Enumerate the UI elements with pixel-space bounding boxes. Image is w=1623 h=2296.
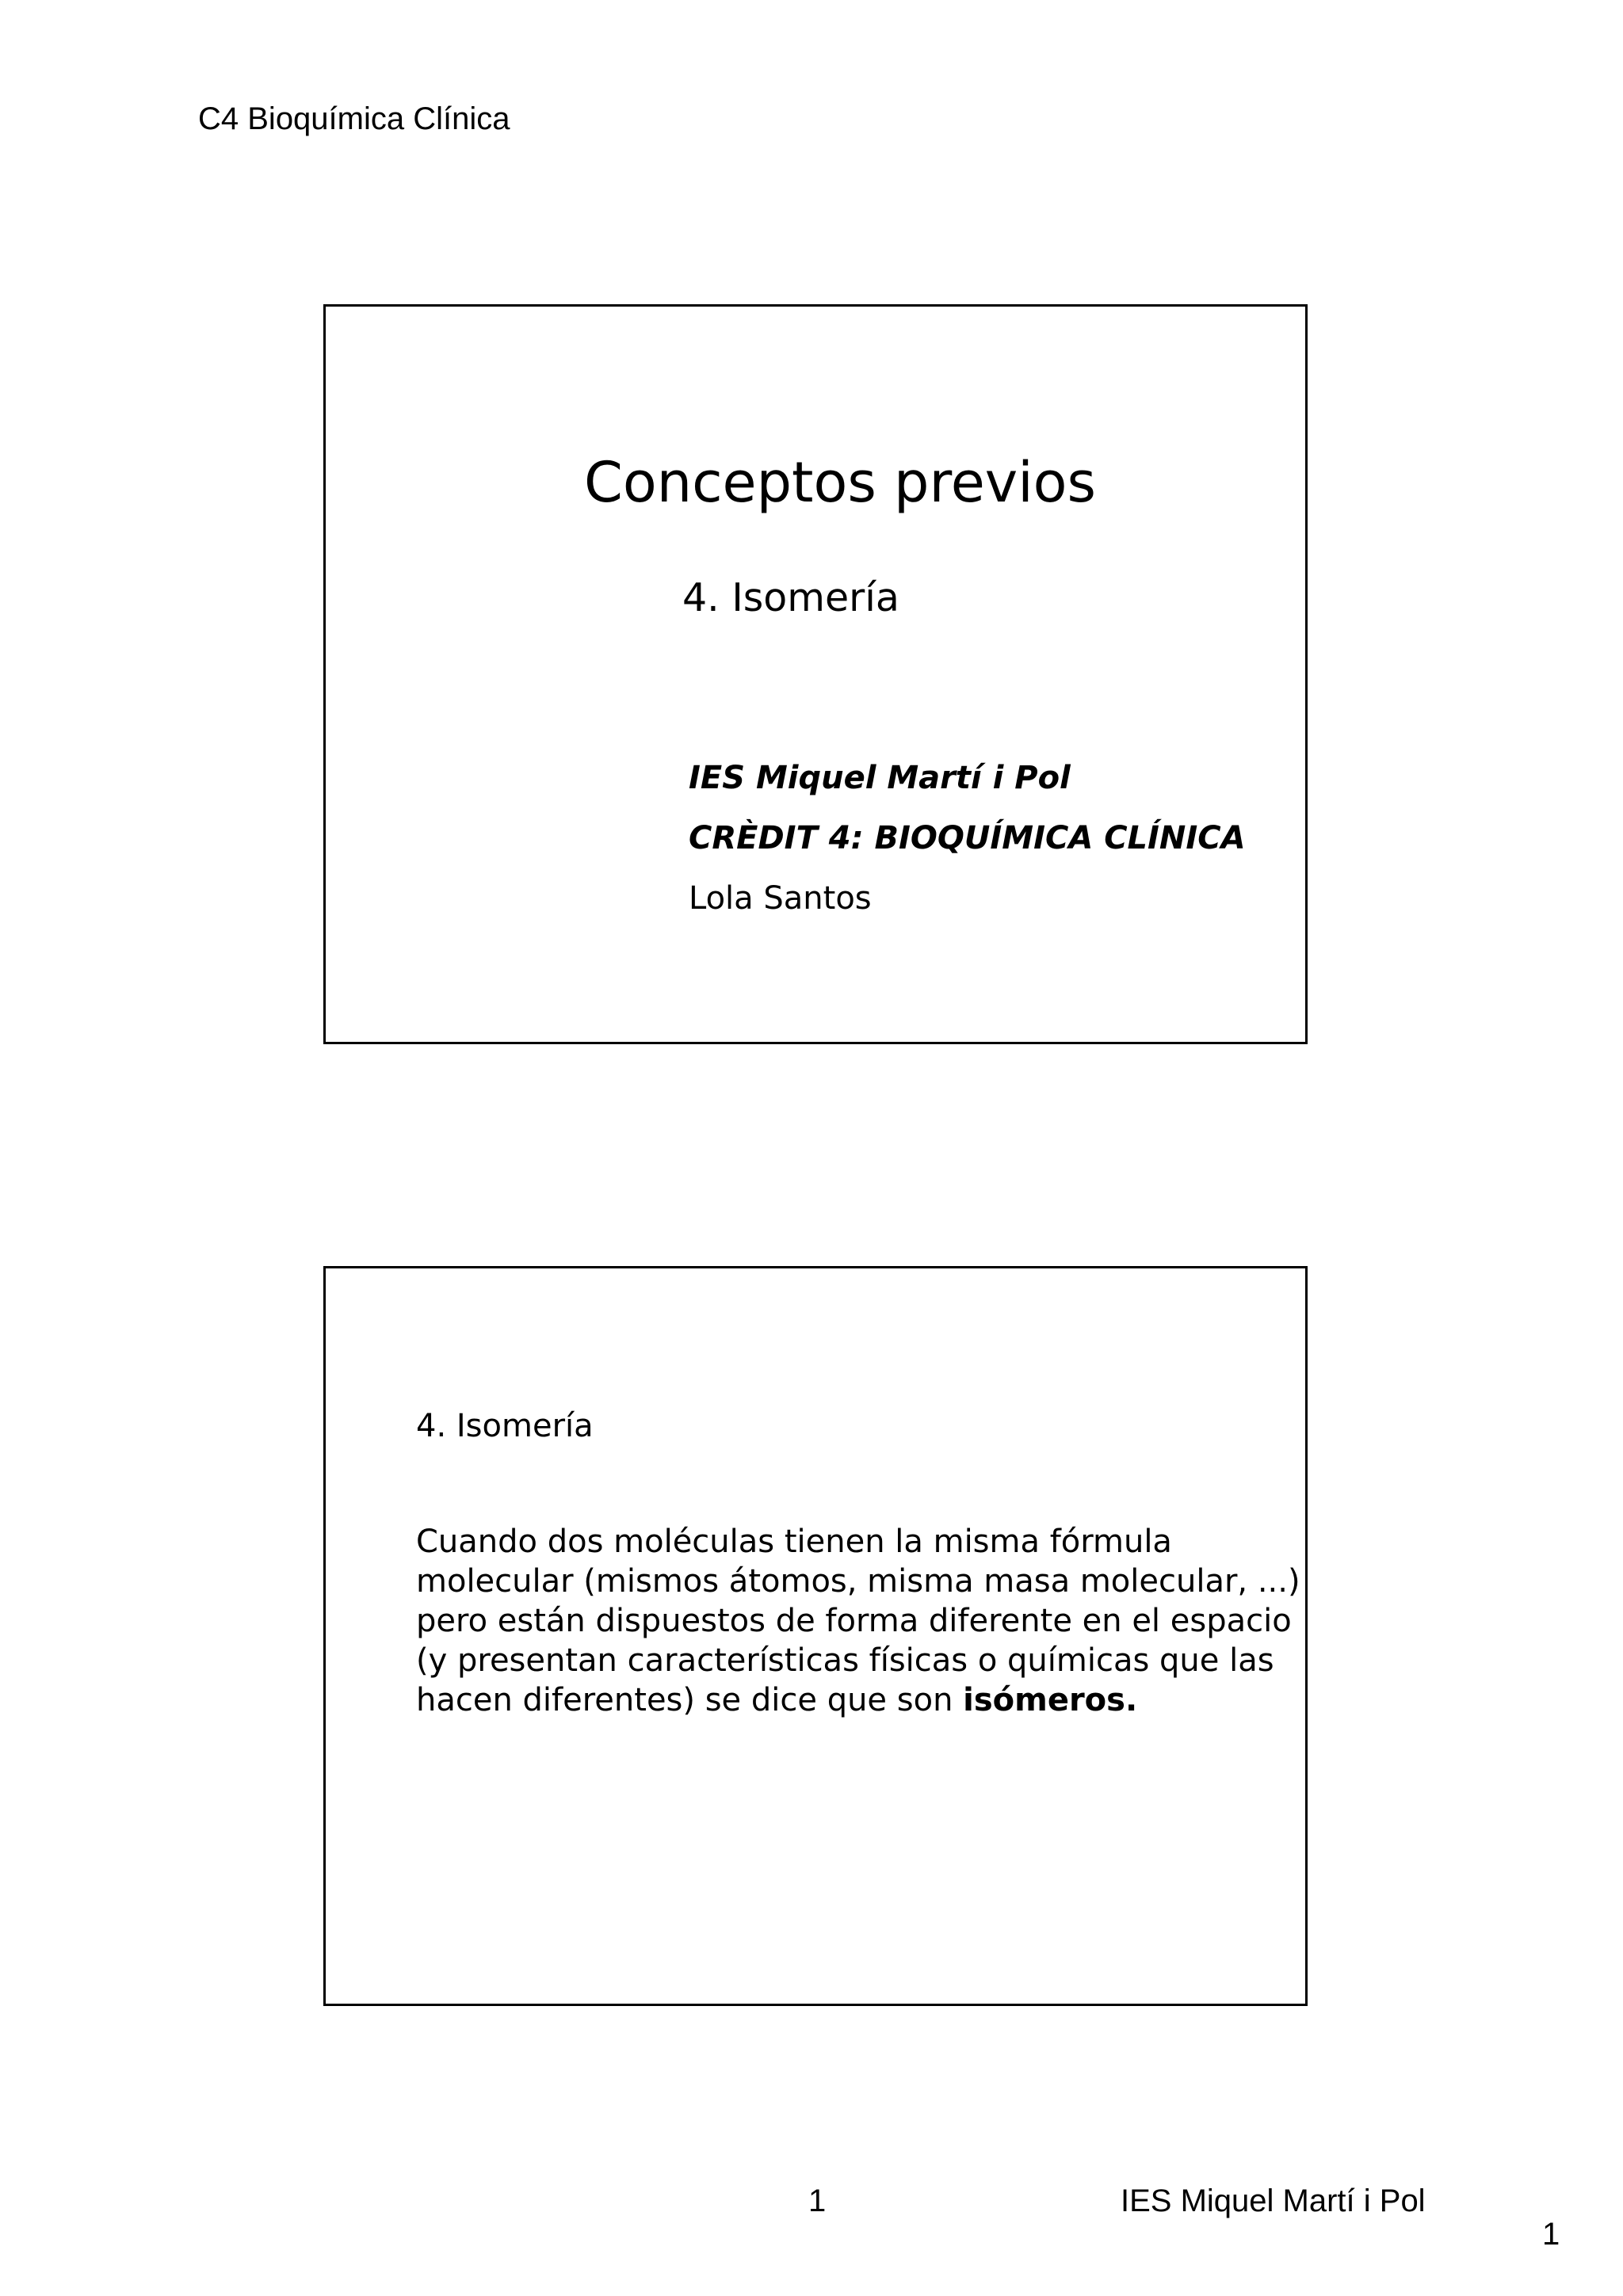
slide-title-author: Lola Santos — [689, 880, 872, 917]
body-line: Cuando dos moléculas tienen la misma fórmula — [416, 1524, 1172, 1560]
slide-isomeria-body — [416, 1522, 1300, 1720]
body-line-last — [416, 1680, 1272, 1720]
slide-isomeria-heading: 4. Isomería — [416, 1408, 594, 1444]
body-line: molecular (mismos átomos, misma masa molecular, ...) — [416, 1563, 1300, 1600]
slide-title-school: IES Miquel Martí i Pol — [689, 760, 1071, 796]
footer-school: IES Miquel Martí i Pol — [1121, 2183, 1426, 2218]
slide-isomeria — [323, 1266, 1308, 2006]
body-line-last-text: hacen diferentes) se dice que son — [416, 1682, 964, 1718]
page-header-course: C4 Bioquímica Clínica — [198, 101, 510, 136]
body-line: (y presentan características físicas o químicas que las — [416, 1642, 1274, 1679]
footer-sheet-number: 1 — [1542, 2217, 1560, 2252]
slide-title-credit: CRÈDIT 4: BIOQUÍMICA CLÍNICA — [689, 820, 1246, 856]
footer-page-number: 1 — [808, 2183, 827, 2218]
isomeros-term: isómeros. — [963, 1682, 1138, 1718]
body-line: pero están dispuestos de forma diferente en el espacio — [416, 1603, 1292, 1639]
slide-title — [323, 304, 1308, 1044]
slide-title-subtitle: 4. Isomería — [682, 575, 899, 620]
slide-title-heading: Conceptos previos — [584, 450, 1096, 515]
